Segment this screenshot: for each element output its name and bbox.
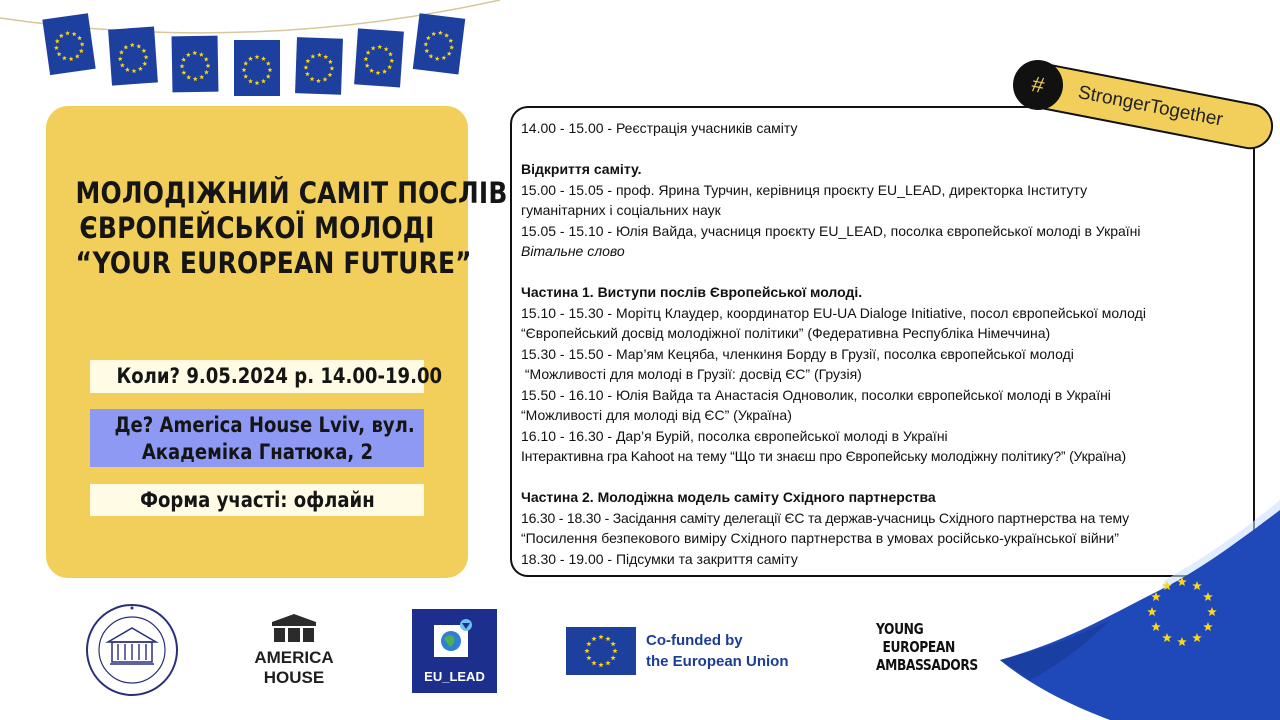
schedule-line: “Європейський досвід молодіжної політики” (Федеративна Республіка Німеччина) bbox=[521, 325, 1051, 341]
schedule-line-italic: Вітальне слово bbox=[521, 243, 625, 259]
eu-flag-wave bbox=[960, 500, 1280, 720]
when-text: Коли? 9.05.2024 р. 14.00-19.00 bbox=[116, 364, 443, 388]
schedule-registration: 14.00 - 15.00 - Реєстрація учасників саміту bbox=[521, 120, 798, 136]
schedule-line: 15.50 - 16.10 - Юлія Вайда та Анастасія Одноволик, посолки європейської молоді в Україні bbox=[521, 386, 1111, 403]
opening-heading: Відкриття саміту. bbox=[521, 161, 642, 177]
schedule-line: гуманітарних і соціальних наук bbox=[521, 202, 721, 218]
schedule-line: “Посилення безпекового виміру Східного партнерства в умовах російсько-української війни” bbox=[521, 530, 1119, 546]
bunting-flag bbox=[108, 27, 158, 86]
hash-icon: # bbox=[1009, 56, 1068, 115]
cofunded-line-1: Co-funded by bbox=[646, 632, 743, 649]
schedule-line: 16.30 - 18.30 - Засідання саміту делегації ЄС та держав-учасниць Східного партнерства на тему bbox=[521, 509, 1129, 526]
yea-word-2: EUROPEAN bbox=[882, 638, 955, 656]
eu-flag-bunting bbox=[0, 0, 520, 110]
cofunded-line-2: the European Union bbox=[646, 653, 789, 670]
summit-title bbox=[75, 176, 508, 281]
young-european-ambassadors-logo bbox=[876, 620, 992, 682]
schedule-line: “Можливості для молоді від ЄС” (Україна) bbox=[521, 407, 792, 423]
schedule-line: 15.10 - 15.30 - Морітц Клаудер, координатор EU-UA Dialoge Initiative, посол європейської молоді bbox=[521, 304, 1146, 321]
when-box bbox=[90, 360, 443, 393]
part1-heading: Частина 1. Виступи послів Європейської молоді. bbox=[521, 284, 863, 300]
america-house-logo bbox=[246, 612, 342, 688]
eu-lead-logo bbox=[412, 609, 497, 693]
where-line-2: Академіка Гнатюка, 2 bbox=[141, 440, 373, 464]
schedule-line: 18.30 - 19.00 - Підсумки та закриття саміту bbox=[521, 550, 798, 567]
yea-word-3: AMBASSADORS bbox=[876, 656, 978, 674]
format-box bbox=[90, 484, 424, 516]
globe-people-icon bbox=[430, 617, 480, 661]
schedule-line: 15.05 - 15.10 - Юлія Вайда, учасниця проєкту EU_LEAD, посолка європейської молоді в Україні bbox=[521, 222, 1141, 239]
schedule-line: Інтерактивна гра Kahoot на тему “Що ти знаєш про Європейську молодіжну політику?” (Україна) bbox=[521, 448, 1126, 464]
part2-heading: Частина 2. Молодіжна модель саміту Східного партнерства bbox=[521, 489, 936, 505]
bunting-flag bbox=[354, 28, 404, 87]
eu-cofunded-logo bbox=[566, 626, 806, 676]
hashtag-text: StrongerTogether bbox=[1076, 82, 1225, 131]
yea-word-1: YOUNG bbox=[876, 620, 924, 638]
bunting-flag bbox=[234, 40, 280, 96]
eu-flag-icon bbox=[566, 627, 636, 675]
format-text: Форма участі: офлайн bbox=[139, 488, 375, 512]
bunting-flag bbox=[42, 13, 95, 75]
america-word: AMERICA bbox=[254, 648, 334, 667]
where-line-1: Де? America House Lviv, вул. bbox=[114, 413, 415, 437]
title-line-1: МОЛОДІЖНИЙ САМІТ ПОСЛІВ bbox=[75, 176, 508, 210]
lviv-polytechnic-logo bbox=[84, 602, 180, 698]
schedule-line: 15.30 - 15.50 - Мар’ям Кецяба, членкиня Борду в Грузії, посолка європейської молоді bbox=[521, 345, 1074, 362]
house-icon bbox=[268, 612, 320, 644]
bunting-flag bbox=[413, 13, 465, 74]
title-line-2: ЄВРОПЕЙСЬКОЇ МОЛОДІ bbox=[79, 211, 435, 245]
schedule-line: 15.00 - 15.05 - проф. Ярина Турчин, керівниця проєкту EU_LEAD, директорка Інституту bbox=[521, 181, 1088, 198]
schedule-line: 16.10 - 16.30 - Дар’я Бурій, посолка європейської молоді в Україні bbox=[521, 427, 948, 444]
bunting-flag bbox=[172, 36, 219, 93]
bunting-flag bbox=[295, 37, 343, 95]
title-line-3: “YOUR EUROPEAN FUTURE” bbox=[75, 246, 472, 280]
where-box bbox=[90, 409, 424, 467]
house-word: HOUSE bbox=[263, 668, 325, 687]
eu-lead-label: EU_LEAD bbox=[424, 669, 485, 684]
schedule-line: “Можливості для молоді в Грузії: досвід ЄС” (Грузія) bbox=[521, 366, 862, 382]
